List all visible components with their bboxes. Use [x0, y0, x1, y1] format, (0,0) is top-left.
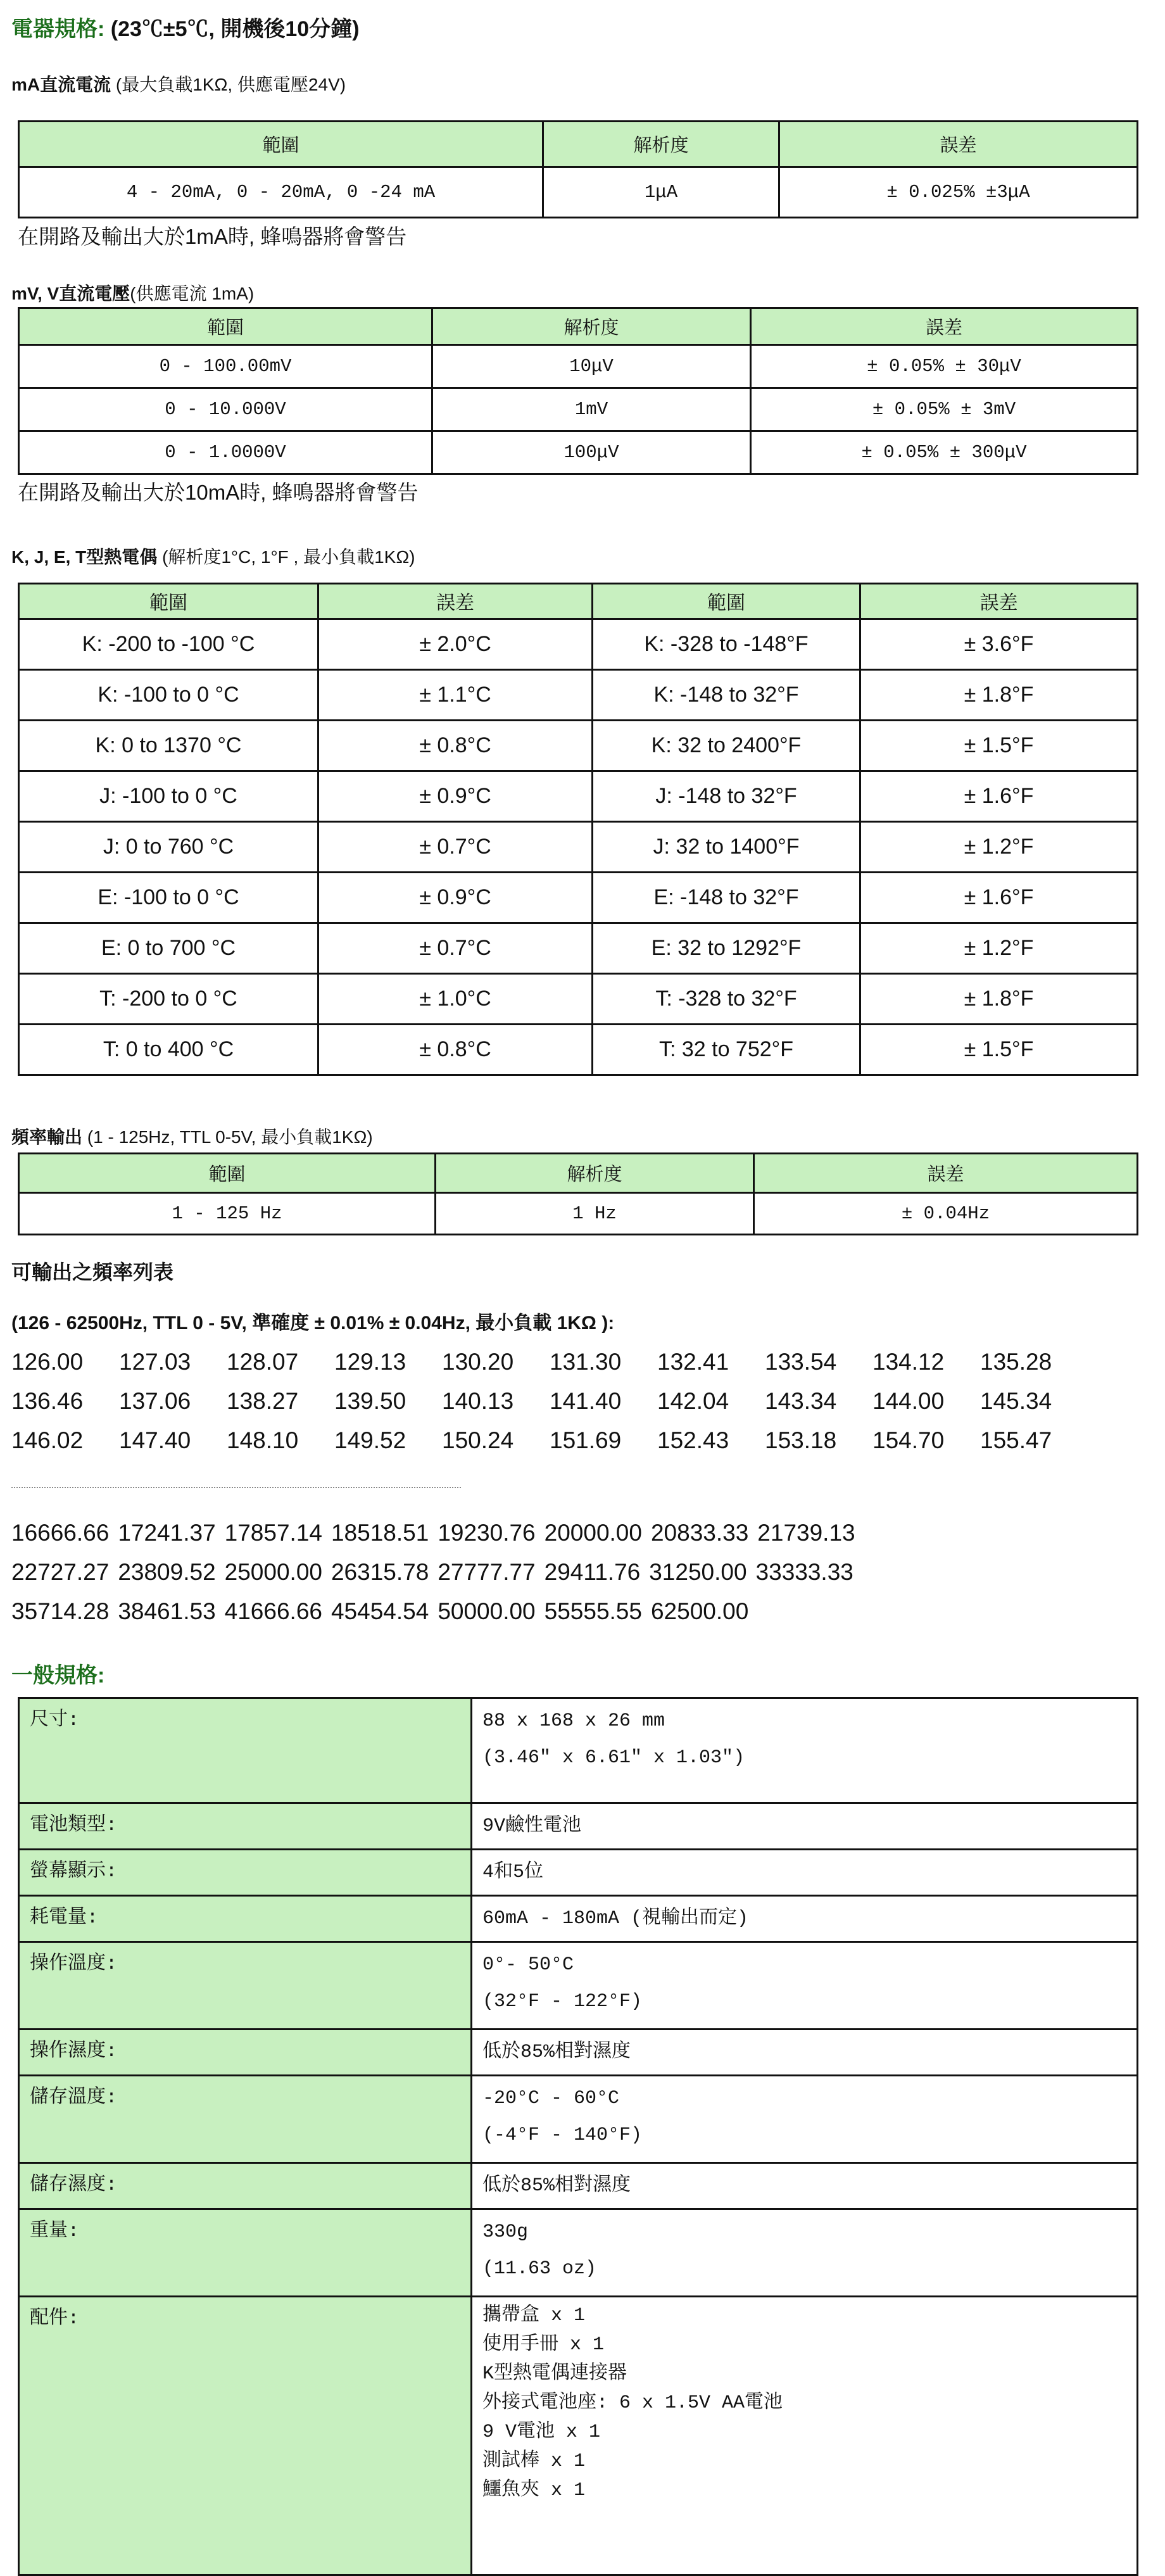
- spec-label-storage-humidity: 儲存濕度:: [19, 2163, 472, 2209]
- freq-value: 25000.00: [224, 1559, 322, 1585]
- spec-value-battery: [472, 1803, 1138, 1850]
- mv-range-cell: 0 - 100.00mV: [19, 345, 432, 388]
- accessory-item: 使用手冊 x 1: [482, 2334, 605, 2356]
- freq-value: 127.03: [119, 1349, 191, 1375]
- spec-value-line: 0°- 50°C: [482, 1954, 574, 1976]
- tc-range-f-cell: E: 32 to 1292°F: [593, 923, 860, 974]
- table-row: [19, 1803, 1138, 1850]
- tc-range-c-cell: K: 0 to 1370 °C: [19, 721, 318, 771]
- table-row: [19, 2297, 1138, 2575]
- freq-value: 38461.53: [118, 1598, 216, 1624]
- freq-value: 143.34: [765, 1388, 837, 1414]
- ma-section-heading: [11, 71, 346, 96]
- freq-value: 152.43: [657, 1427, 729, 1453]
- table-row: [19, 1698, 1138, 1803]
- spec-label-weight: 重量:: [19, 2209, 472, 2297]
- accessory-item: K型熱電偶連接器: [482, 2363, 627, 2385]
- tc-range-c-cell: E: -100 to 0 °C: [19, 873, 318, 923]
- tc-accuracy-c-cell: ± 1.0°C: [318, 974, 593, 1025]
- table-row: [19, 345, 1138, 388]
- list-item: [11, 1388, 1088, 1427]
- table-row: [19, 431, 1138, 474]
- table-row: [19, 822, 1138, 873]
- freq-range-cell: 1 - 125 Hz: [19, 1193, 436, 1235]
- freq-value: 16666.66: [11, 1520, 110, 1546]
- freq-value: 134.12: [872, 1349, 945, 1375]
- table-row: [19, 2163, 1138, 2209]
- ma-accuracy-cell: ± 0.025% ±3μA: [779, 167, 1138, 218]
- freq-header-accuracy: 誤差: [754, 1154, 1138, 1193]
- thermocouple-table: [18, 583, 1138, 1076]
- ma-range-cell: 4 - 20mA, 0 - 20mA, 0 -24 mA: [19, 167, 543, 218]
- tc-range-c-cell: K: -100 to 0 °C: [19, 670, 318, 721]
- mv-range-cell: 0 - 1.0000V: [19, 431, 432, 474]
- mv-header-accuracy: 誤差: [751, 308, 1138, 345]
- list-item: [11, 1349, 1088, 1388]
- freq-value: 27777.77: [438, 1559, 536, 1585]
- freq-value: 21739.13: [757, 1520, 855, 1546]
- tc-header-range-c: 範圍: [19, 584, 318, 619]
- spec-label-display: 螢幕顯示:: [19, 1850, 472, 1896]
- freq-value: 18518.51: [331, 1520, 429, 1546]
- tc-accuracy-c-cell: ± 0.8°C: [318, 1025, 593, 1075]
- freq-value: 29411.76: [544, 1559, 641, 1585]
- table-row: [19, 1025, 1138, 1075]
- mv-buzzer-note: 在開路及輸出大於10mA時, 蜂鳴器將會警告: [18, 481, 419, 504]
- tc-accuracy-c-cell: ± 0.7°C: [318, 822, 593, 873]
- freq-value: 31250.00: [649, 1559, 747, 1585]
- mv-heading-rest: (供應電流 1mA): [130, 284, 255, 303]
- freq-value: 126.00: [11, 1349, 84, 1375]
- freq-value: 35714.28: [11, 1598, 110, 1624]
- tc-accuracy-f-cell: ± 1.6°F: [860, 771, 1138, 822]
- table-row: [19, 619, 1138, 670]
- spec-value-line: 88 x 168 x 26 mm: [482, 1710, 665, 1732]
- spec-value-line: 低於85%相對濕度: [482, 2042, 631, 2063]
- mv-spec-table: [18, 307, 1138, 475]
- mv-resolution-cell: 100μV: [432, 431, 751, 474]
- freq-value: 26315.78: [331, 1559, 429, 1585]
- freq-accuracy-cell: ± 0.04Hz: [754, 1193, 1138, 1235]
- tc-accuracy-c-cell: ± 0.9°C: [318, 771, 593, 822]
- table-row: [19, 1193, 1138, 1235]
- accessory-item: 外接式電池座: 6 x 1.5V AA電池: [482, 2392, 783, 2414]
- freq-value: 20000.00: [544, 1520, 642, 1546]
- tc-header-range-f: 範圍: [593, 584, 860, 619]
- ma-buzzer-note: 在開路及輸出大於1mA時, 蜂鳴器將會警告: [18, 225, 407, 248]
- table-row: [19, 1896, 1138, 1942]
- ma-header-accuracy: 誤差: [779, 122, 1138, 167]
- tc-range-c-cell: T: -200 to 0 °C: [19, 974, 318, 1025]
- accessory-item: 鱷魚夾 x 1: [482, 2480, 586, 2501]
- tc-accuracy-f-cell: ± 1.6°F: [860, 873, 1138, 923]
- general-spec-title: 一般規格:: [11, 1664, 105, 1688]
- tc-accuracy-c-cell: ± 0.7°C: [318, 923, 593, 974]
- freq-list-subtitle: (126 - 62500Hz, TTL 0 - 5V, 準確度 ± 0.01% ± 0.04Hz, 最小負載 1KΩ ):: [11, 1313, 615, 1334]
- table-row: [19, 923, 1138, 974]
- table-row: [19, 974, 1138, 1025]
- table-row: [19, 388, 1138, 431]
- spec-label-storage-temp: 儲存溫度:: [19, 2076, 472, 2163]
- freq-value: 20833.33: [650, 1520, 749, 1546]
- spec-value-power: [472, 1896, 1138, 1942]
- tc-accuracy-c-cell: ± 0.9°C: [318, 873, 593, 923]
- freq-value: 128.07: [227, 1349, 299, 1375]
- table-row: [19, 1850, 1138, 1896]
- electrical-spec-label: 電器規格:: [11, 17, 105, 41]
- table-row: [19, 2076, 1138, 2163]
- list-item: [11, 1598, 864, 1638]
- freq-value: 132.41: [657, 1349, 729, 1375]
- spec-label-power: 耗電量:: [19, 1896, 472, 1942]
- accessory-item: 測試棒 x 1: [482, 2451, 586, 2472]
- electrical-spec-title: [11, 11, 360, 42]
- spec-label-op-humidity: 操作濕度:: [19, 2030, 472, 2076]
- tc-range-f-cell: E: -148 to 32°F: [593, 873, 860, 923]
- tc-range-f-cell: K: 32 to 2400°F: [593, 721, 860, 771]
- ellipsis-divider: [11, 1487, 461, 1488]
- freq-header-range: 範圍: [19, 1154, 436, 1193]
- mv-section-heading: [11, 280, 254, 305]
- tc-range-c-cell: J: -100 to 0 °C: [19, 771, 318, 822]
- freq-value: 45454.54: [331, 1598, 429, 1624]
- mv-header-range: 範圍: [19, 308, 432, 345]
- tc-header-accuracy-f: 誤差: [860, 584, 1138, 619]
- freq-value: 149.52: [334, 1427, 406, 1453]
- freq-value: 151.69: [550, 1427, 622, 1453]
- spec-value-line: 330g: [482, 2221, 529, 2243]
- tc-range-c-cell: T: 0 to 400 °C: [19, 1025, 318, 1075]
- ma-heading-bold: mA直流電流: [11, 75, 111, 94]
- spec-label-battery: 電池類型:: [19, 1803, 472, 1850]
- tc-accuracy-c-cell: ± 1.1°C: [318, 670, 593, 721]
- spec-value-display: [472, 1850, 1138, 1896]
- tc-accuracy-c-cell: ± 2.0°C: [318, 619, 593, 670]
- tc-heading-bold: K, J, E, T型熱電偶: [11, 547, 158, 567]
- tc-range-f-cell: K: -148 to 32°F: [593, 670, 860, 721]
- freq-list-grid-high: [11, 1520, 864, 1638]
- tc-accuracy-f-cell: ± 3.6°F: [860, 619, 1138, 670]
- table-row: [19, 2030, 1138, 2076]
- table-row: [19, 670, 1138, 721]
- freq-resolution-cell: 1 Hz: [436, 1193, 754, 1235]
- mv-header-resolution: 解析度: [432, 308, 751, 345]
- table-row: [19, 721, 1138, 771]
- spec-value-line: (11.63 oz): [482, 2258, 597, 2280]
- table-row: [19, 2209, 1138, 2297]
- tc-range-c-cell: K: -200 to -100 °C: [19, 619, 318, 670]
- table-row: [19, 167, 1138, 218]
- freq-value: 147.40: [119, 1427, 191, 1453]
- spec-value-op-temp: [472, 1942, 1138, 2030]
- tc-range-c-cell: J: 0 to 760 °C: [19, 822, 318, 873]
- table-row: [19, 771, 1138, 822]
- list-item: [11, 1427, 1088, 1467]
- tc-range-c-cell: E: 0 to 700 °C: [19, 923, 318, 974]
- mv-heading-bold: mV, V直流電壓: [11, 284, 130, 303]
- freq-value: 133.54: [765, 1349, 837, 1375]
- spec-value-line: (-4°F - 140°F): [482, 2125, 643, 2146]
- freq-value: 146.02: [11, 1427, 84, 1453]
- freq-value: 138.27: [227, 1388, 299, 1414]
- ma-resolution-cell: 1μA: [543, 167, 779, 218]
- mv-range-cell: 0 - 10.000V: [19, 388, 432, 431]
- tc-section-heading: [11, 543, 415, 569]
- freq-value: 154.70: [872, 1427, 945, 1453]
- spec-label-op-temp: 操作溫度:: [19, 1942, 472, 2030]
- freq-section-heading: [11, 1123, 373, 1149]
- general-spec-table: [18, 1697, 1138, 2576]
- spec-value-line: 4和5位: [482, 1862, 544, 1883]
- spec-label-accessories: 配件:: [19, 2297, 472, 2575]
- freq-value: 129.13: [334, 1349, 406, 1375]
- freq-value: 141.40: [550, 1388, 622, 1414]
- freq-list-grid-low: [11, 1349, 1088, 1467]
- freq-value: 50000.00: [438, 1598, 536, 1624]
- ma-heading-rest: (最大負載1KΩ, 供應電壓24V): [111, 75, 346, 94]
- freq-value: 22727.27: [11, 1559, 110, 1585]
- freq-value: 130.20: [442, 1349, 514, 1375]
- freq-value: 140.13: [442, 1388, 514, 1414]
- freq-value: 135.28: [980, 1349, 1052, 1375]
- freq-header-resolution: 解析度: [436, 1154, 754, 1193]
- freq-value: 131.30: [550, 1349, 622, 1375]
- freq-value: 41666.66: [224, 1598, 322, 1624]
- freq-heading-rest: (1 - 125Hz, TTL 0-5V, 最小負載1KΩ): [82, 1127, 373, 1147]
- spec-value-line: 低於85%相對濕度: [482, 2175, 631, 2197]
- list-item: [11, 1559, 864, 1598]
- spec-label-dimensions: 尺寸:: [19, 1698, 472, 1803]
- tc-accuracy-c-cell: ± 0.8°C: [318, 721, 593, 771]
- tc-accuracy-f-cell: ± 1.8°F: [860, 670, 1138, 721]
- ma-spec-table: [18, 120, 1138, 218]
- tc-accuracy-f-cell: ± 1.2°F: [860, 822, 1138, 873]
- mv-accuracy-cell: ± 0.05% ± 300μV: [751, 431, 1138, 474]
- freq-value: 19230.76: [438, 1520, 536, 1546]
- freq-value: 55555.55: [544, 1598, 642, 1624]
- spec-value-weight: [472, 2209, 1138, 2297]
- freq-value: 33333.33: [755, 1559, 853, 1585]
- freq-value: 23809.52: [118, 1559, 216, 1585]
- freq-heading-bold: 頻率輸出: [11, 1127, 83, 1147]
- freq-value: 17241.37: [118, 1520, 216, 1546]
- table-row: [19, 1942, 1138, 2030]
- spec-value-storage-humidity: [472, 2163, 1138, 2209]
- freq-value: 155.47: [980, 1427, 1052, 1453]
- spec-value-line: 9V鹼性電池: [482, 1815, 582, 1837]
- mv-accuracy-cell: ± 0.05% ± 3mV: [751, 388, 1138, 431]
- spec-value-accessories: [472, 2297, 1138, 2575]
- freq-value: 139.50: [334, 1388, 406, 1414]
- list-item: [11, 1520, 864, 1559]
- tc-accuracy-f-cell: ± 1.5°F: [860, 721, 1138, 771]
- tc-accuracy-f-cell: ± 1.8°F: [860, 974, 1138, 1025]
- tc-range-f-cell: T: -328 to 32°F: [593, 974, 860, 1025]
- spec-value-line: (32°F - 122°F): [482, 1991, 643, 2012]
- accessory-item: 9 V電池 x 1: [482, 2421, 601, 2443]
- spec-value-line: (3.46" x 6.61" x 1.03"): [482, 1747, 745, 1769]
- tc-range-f-cell: K: -328 to -148°F: [593, 619, 860, 670]
- freq-value: 153.18: [765, 1427, 837, 1453]
- ma-header-range: 範圍: [19, 122, 543, 167]
- electrical-spec-conditions: (23℃±5℃, 開機後10分鐘): [104, 17, 360, 41]
- spec-value-dimensions: [472, 1698, 1138, 1803]
- spec-value-line: -20°C - 60°C: [482, 2088, 620, 2109]
- tc-range-f-cell: J: 32 to 1400°F: [593, 822, 860, 873]
- accessory-item: 攜帶盒 x 1: [482, 2305, 586, 2327]
- freq-value: 145.34: [980, 1388, 1052, 1414]
- tc-accuracy-f-cell: ± 1.2°F: [860, 923, 1138, 974]
- freq-value: 150.24: [442, 1427, 514, 1453]
- mv-resolution-cell: 1mV: [432, 388, 751, 431]
- tc-heading-rest: (解析度1°C, 1°F , 最小負載1KΩ): [157, 547, 415, 567]
- freq-value: 148.10: [227, 1427, 299, 1453]
- freq-value: 17857.14: [224, 1520, 322, 1546]
- freq-list-title: 可輸出之頻率列表: [11, 1261, 174, 1284]
- tc-accuracy-f-cell: ± 1.5°F: [860, 1025, 1138, 1075]
- mv-resolution-cell: 10μV: [432, 345, 751, 388]
- spec-value-op-humidity: [472, 2030, 1138, 2076]
- ma-header-resolution: 解析度: [543, 122, 779, 167]
- tc-range-f-cell: J: -148 to 32°F: [593, 771, 860, 822]
- freq-value: 137.06: [119, 1388, 191, 1414]
- freq-value: 136.46: [11, 1388, 84, 1414]
- freq-value: 62500.00: [650, 1598, 749, 1624]
- spec-value-line: 60mA - 180mA (視輸出而定): [482, 1908, 749, 1929]
- tc-header-accuracy-c: 誤差: [318, 584, 593, 619]
- freq-spec-table: [18, 1152, 1138, 1235]
- freq-value: 142.04: [657, 1388, 729, 1414]
- mv-accuracy-cell: ± 0.05% ± 30μV: [751, 345, 1138, 388]
- table-row: [19, 873, 1138, 923]
- spec-value-storage-temp: [472, 2076, 1138, 2163]
- freq-value: 144.00: [872, 1388, 945, 1414]
- tc-range-f-cell: T: 32 to 752°F: [593, 1025, 860, 1075]
